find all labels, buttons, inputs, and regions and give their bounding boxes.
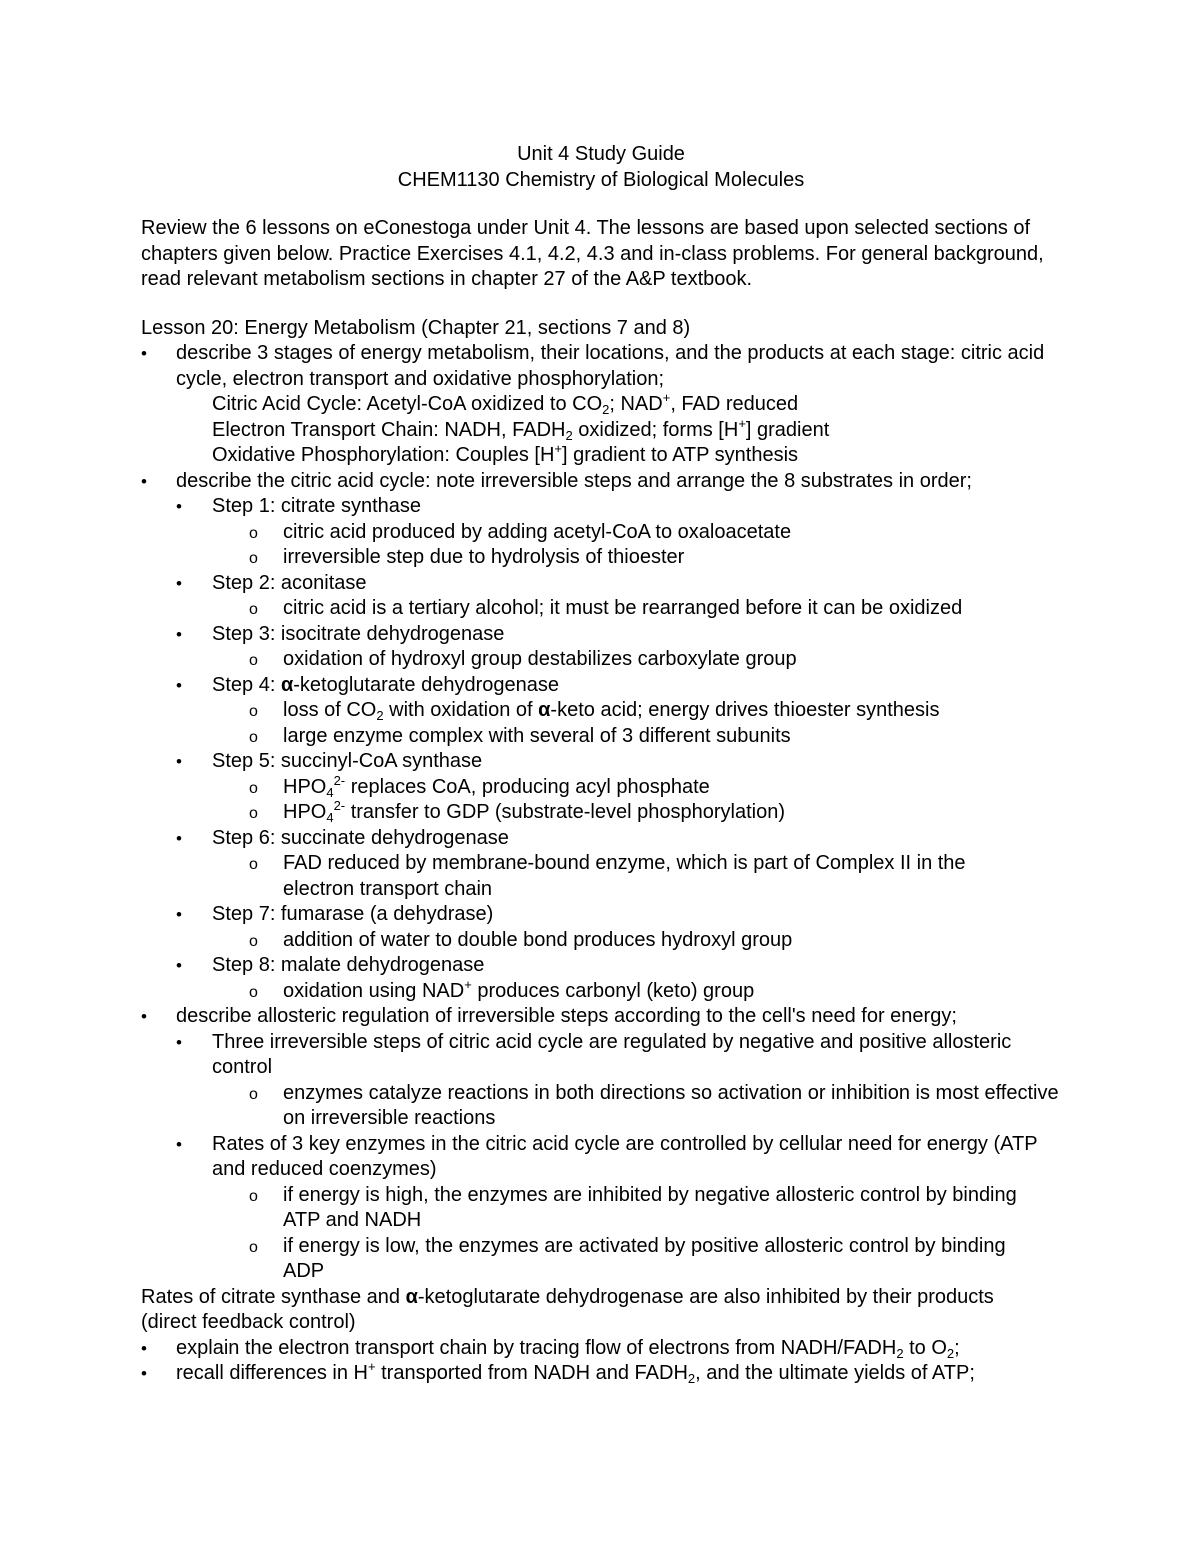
step-item: • Step 2: aconitase <box>141 571 1061 597</box>
bullet-icon: • <box>176 497 182 516</box>
step-item: • Step 8: malate dehydrogenase <box>141 953 1061 979</box>
study-guide-document <box>141 142 1061 1387</box>
circle-bullet-icon: o <box>249 805 258 822</box>
circle-bullet-icon: o <box>249 856 258 873</box>
circle-bullet-icon: o <box>249 983 258 1001</box>
stage-line: Electron Transport Chain: NADH, $FADH_2$ oxidized; forms [H+] gradient <box>212 415 830 443</box>
circle-bullet-icon: o <box>249 1187 258 1205</box>
bullet-icon: • <box>141 344 147 363</box>
course-title: CHEM1130 Chemistry of Biological Molecules <box>397 168 805 191</box>
step-detail: o $HPO_4^{2-}$ replaces CoA, producing acyl phosphate <box>249 772 710 800</box>
circle-bullet-icon: o <box>249 1238 258 1256</box>
step-detail: o irreversible step due to hydrolysis of thioester <box>141 545 1061 571</box>
bullet-icon: • <box>176 905 182 924</box>
step-detail: o citric acid produced by adding acetyl-CoA to oxaloacetate <box>141 520 1061 546</box>
step-detail: o loss of $CO_2$ with oxidation of α-keto acid; energy drives thioester synthesis <box>249 699 940 723</box>
step-detail: o addition of water to double bond produces hydroxyl group <box>141 928 1061 954</box>
step-item: • Step 7: fumarase (a dehydrase) <box>141 902 1061 928</box>
objective-item <box>141 341 1061 392</box>
objective-item <box>141 469 1061 495</box>
regulation-item: • Three irreversible steps of citric acid cycle are regulated by negative and positive allosteric control <box>176 1030 1012 1078</box>
intro-paragraph: Review the 6 lessons on eConestoga under Unit 4. The lessons are based upon selected sections of chapters given below. Practice Exercises 4.1, 4.2, 4.3 and in-class problems. For general background, read relevant metabolism sections in chapter 27 of the A&P textbook. <box>141 217 1044 290</box>
step-detail: o citric acid is a tertiary alcohol; it must be rearranged before it can be oxidized <box>141 596 1061 622</box>
bullet-icon: • <box>141 471 147 491</box>
step-detail: o oxidation using NAD+ produces carbonyl (keto) group <box>141 979 1061 1005</box>
alpha-symbol: α <box>405 1285 418 1308</box>
step-detail: o oxidation of hydroxyl group destabilizes carboxylate group <box>141 647 1061 673</box>
circle-bullet-icon: o <box>249 779 258 797</box>
objective-item: • explain the electron transport chain by tracing flow of electrons from NADH/$FADH_2$ to $O_2$; <box>141 1336 960 1361</box>
circle-bullet-icon: o <box>249 703 258 720</box>
step-detail: o FAD reduced by membrane-bound enzyme, which is part of Complex II in the electron transport chain <box>249 852 966 900</box>
bullet-icon: • <box>176 675 182 695</box>
regulation-detail: o if energy is high, the enzymes are inhibited by negative allosteric control by binding ATP and NADH <box>249 1183 1017 1231</box>
bullet-icon: • <box>141 1338 147 1358</box>
bullet-icon: • <box>176 1032 182 1052</box>
bullet-icon: • <box>176 956 182 975</box>
step-detail: o large enzyme complex with several of 3 different subunits <box>141 724 1061 750</box>
circle-bullet-icon: o <box>249 601 258 618</box>
step-item: • Step 4: α-ketoglutarate dehydrogenase <box>141 673 1061 699</box>
alpha-symbol: α <box>280 673 294 696</box>
objective-text: describe 3 stages of energy metabolism, their locations, and the products at each stage: citric acid cycle, electron transport and oxidative phosphorylation; <box>176 342 1045 390</box>
objective-text: describe allosteric regulation of irreversible steps according to the cell's need for energy; <box>176 1005 957 1027</box>
stage-line: Citric Acid Cycle: Acetyl-CoA oxidized to $CO_2$; NAD+, FAD reduced <box>212 390 799 417</box>
feedback-paragraph: Rates of citrate synthase and α-ketoglutarate dehydrogenase are also inhibited by their products (direct feedback control) <box>141 1285 994 1333</box>
step-detail: o $HPO_4^{2-}$ transfer to GDP (substrate-level phosphorylation) <box>249 798 785 825</box>
regulation-item: • Rates of 3 key enzymes in the citric acid cycle are controlled by cellular need for energy (ATP and reduced coenzymes) <box>176 1132 1038 1180</box>
bullet-icon: • <box>141 1007 147 1026</box>
lesson-heading: Lesson 20: Energy Metabolism (Chapter 21, sections 7 and 8) <box>141 316 691 339</box>
step-item: • Step 6: succinate dehydrogenase <box>141 826 1061 852</box>
step-item: • Step 5: succinyl-CoA synthase <box>141 749 1061 775</box>
regulation-detail: o enzymes catalyze reactions in both directions so activation or inhibition is most effective on irreversible reactions <box>249 1081 1059 1129</box>
regulation-detail: o if energy is low, the enzymes are activated by positive allosteric control by binding ADP <box>249 1234 1006 1282</box>
step-item: • Step 3: isocitrate dehydrogenase <box>141 622 1061 648</box>
circle-bullet-icon: o <box>249 550 258 567</box>
circle-bullet-icon: o <box>249 524 258 542</box>
objective-item <box>141 1004 1061 1030</box>
step-item: • Step 1: citrate synthase <box>141 494 1061 520</box>
objective-text: describe the citric acid cycle: note irreversible steps and arrange the 8 substrates in order; <box>176 469 972 492</box>
objective-item: • recall differences in H+ transported from NADH and $FADH_2$, and the ultimate yields of ATP; <box>141 1359 975 1386</box>
bullet-icon: • <box>141 1364 147 1383</box>
circle-bullet-icon: o <box>249 652 258 669</box>
circle-bullet-icon: o <box>249 1085 258 1103</box>
alpha-symbol: α <box>538 699 551 721</box>
bullet-icon: • <box>176 752 182 771</box>
circle-bullet-icon: o <box>249 932 258 950</box>
circle-bullet-icon: o <box>249 728 258 746</box>
bullet-icon: • <box>176 828 182 848</box>
stage-line: Oxidative Phosphorylation: Couples [H+] gradient to ATP synthesis <box>212 441 799 466</box>
bullet-icon: • <box>176 1134 182 1154</box>
bullet-icon: • <box>176 624 182 644</box>
bullet-icon: • <box>176 573 182 593</box>
document-title: Unit 4 Study Guide <box>517 143 685 165</box>
